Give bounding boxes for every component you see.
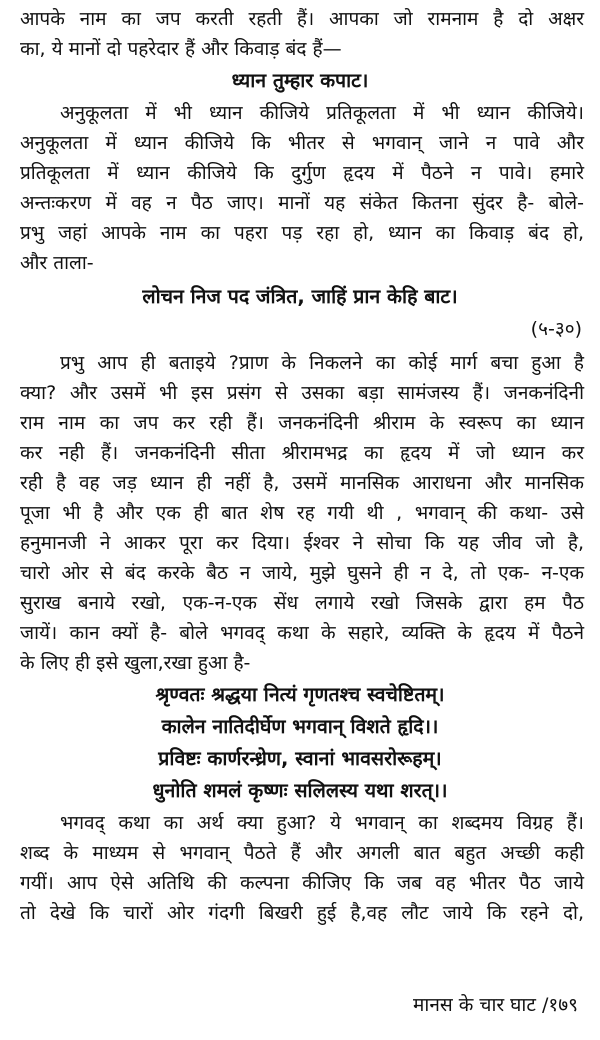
text-line: कर नही हैं। जनकनंदिनी सीता श्रीरामभद्र का हृदय में जो ध्यान कर xyxy=(20,442,584,464)
text-line: भगवद् कथा का अर्थ क्या हुआ? ये भगवान् का शब्दमय विग्रह हैं। xyxy=(60,812,584,834)
text-line: अनुकूलता में ध्यान कीजिये कि भीतर से भगवान् जाने न पावे और xyxy=(20,132,584,154)
text-line: जायें। कान क्यों है- बोले भगवद् कथा के सहारे, व्यक्ति के हृदय में पैठने xyxy=(20,622,584,644)
text-line: के लिए ही इसे खुला,रखा हुआ है- xyxy=(20,652,251,674)
verse-reference: (५-३०) xyxy=(530,318,582,340)
sanskrit-verse-line: कालेन नातिदीर्घेण भगवान् विशते हृदि।। xyxy=(161,715,439,738)
text-line: चारो ओर से बंद करके बैठ न जाये, मुझे घुसने ही न दे, तो एक- न-एक xyxy=(20,562,584,584)
sanskrit-verse-line: प्रविष्टः कार्णरन्ध्रेण, स्वानां भावसरोरूहम्। xyxy=(158,747,442,770)
quote-heading: लोचन निज पद जंत्रित, जाहिं प्रान केहि बाट। xyxy=(142,285,458,308)
text-line: क्या? और उसमें भी इस प्रसंग से उसका बड़ा सामंजस्य हैं। जनकनंदिनी xyxy=(20,382,584,404)
text-line: गयीं। आप ऐसे अतिथि की कल्पना कीजिए कि जब वह भीतर पैठ जाये xyxy=(20,872,584,894)
text-line: का, ये मानों दो पहरेदार हैं और किवाड़ बंद हैं— xyxy=(20,38,342,60)
text-line: सुराख बनाये रखो, एक-न-एक सेंध लगाये रखो जिसके द्वारा हम पैठ xyxy=(20,592,584,614)
text-line: तो देखे कि चारों ओर गंदगी बिखरी हुई है,वह लौट जाये कि रहने दो, xyxy=(20,902,584,924)
text-line: अनुकूलता में भी ध्यान कीजिये प्रतिकूलता में भी ध्यान कीजिये। xyxy=(60,102,584,124)
quote-heading: ध्यान तुम्हार कपाट। xyxy=(231,69,369,92)
text-line: अन्तःकरण में वह न पैठ जाए। मानों यह संकेत कितना सुंदर है- बोले- xyxy=(20,192,584,214)
text-line: और ताला- xyxy=(20,252,94,274)
text-line: प्रभु जहां आपके नाम का पहरा पड़ रहा हो, ध्यान का किवाड़ बंद हो, xyxy=(20,222,584,244)
text-line: पूजा भी है और एक ही बात शेष रह गयी थी , भगवान् की कथा- उसे xyxy=(20,502,584,524)
text-line: हनुमानजी ने आकर पूरा कर दिया। ईश्वर ने सोचा कि यह जीव जो है, xyxy=(20,532,584,554)
text-line: प्रतिकूलता में ध्यान कीजिये कि दुर्गुण हृदय में पैठने न पावे। हमारे xyxy=(20,162,584,184)
sanskrit-verse-line: श्रृण्वतः श्रद्धया नित्यं गृणतश्च स्वचेष्टितम्। xyxy=(155,683,445,706)
page-footer: मानस के चार घाट /१७९ xyxy=(413,994,578,1016)
text-line: शब्द के माध्यम से भगवान् पैठते हैं और अगली बात बहुत अच्छी कही xyxy=(20,842,584,864)
sanskrit-verse-line: धुनोति शमलं कृष्णः सलिलस्य यथा शरत्।। xyxy=(152,779,448,802)
text-line: रही है वह जड़ ध्यान ही नहीं है, उसमें मानसिक आराधना और मानसिक xyxy=(20,472,584,494)
text-line: राम नाम का जप कर रही हैं। जनकनंदिनी श्रीराम के स्वरूप का ध्यान xyxy=(20,412,584,434)
text-line: प्रभु आप ही बताइये ?प्राण के निकलने का कोई मार्ग बचा हुआ है xyxy=(60,352,584,374)
text-line: आपके नाम का जप करती रहती हैं। आपका जो रामनाम है दो अक्षर xyxy=(20,8,584,30)
